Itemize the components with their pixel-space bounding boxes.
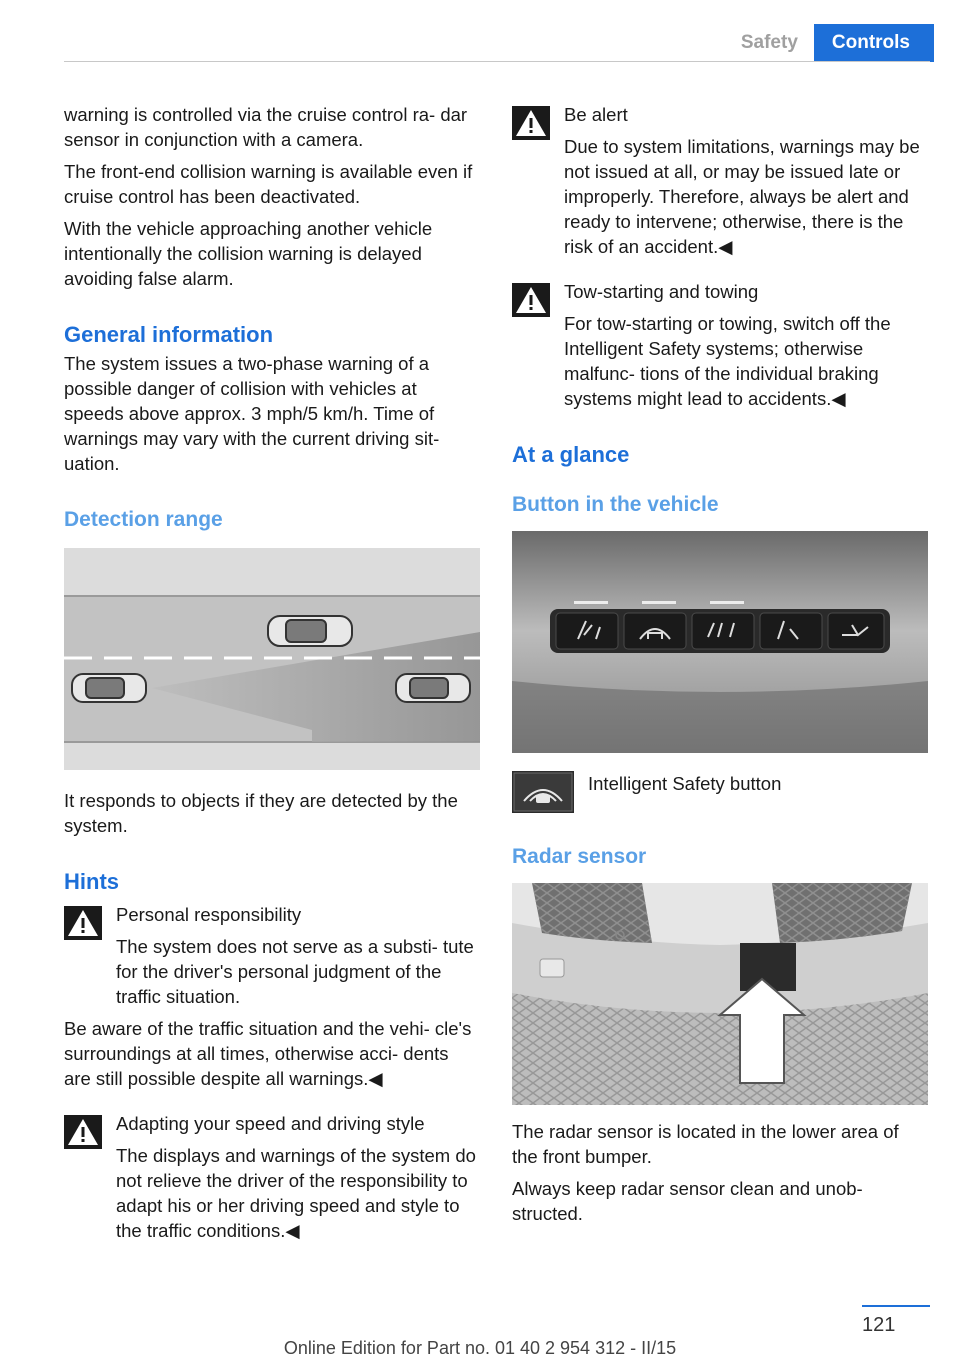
intelligent-safety-legend — [512, 771, 928, 815]
header-rule — [64, 61, 930, 62]
radar-sensor-text-2: Always keep radar sensor clean and unob‐ structed. — [512, 1178, 863, 1224]
warning-text: The system does not serve as a substi‐ tute for the driver's personal judgment of the traffic situation. — [116, 936, 474, 1007]
detection-range-figure — [64, 548, 480, 770]
warning-tow-starting — [512, 279, 928, 411]
edition-footer: Online Edition for Part no. 01 40 2 954 312 - II/15 — [283, 1338, 677, 1358]
warning-text: Due to system limitations, warnings may be not issued at all, or may be issued late or improperly. Therefore, always be alert and ready to intervene; otherwise, there is the risk of an accident.◀ — [564, 136, 920, 257]
at-a-glance-heading: At a glance — [512, 442, 630, 467]
warning-personal-responsibility — [64, 902, 480, 1091]
warning-triangle-icon — [512, 283, 550, 317]
general-info-text: The system issues a two-phase warning of a possible danger of collision with vehicles at speeds above approx. 3 mph/5 km/h. Time of warnings may vary with the current driving sit‐ uation. — [64, 353, 440, 474]
warning-adapting-speed — [64, 1111, 480, 1243]
tab-safety[interactable]: Safety — [740, 32, 798, 53]
intelligent-safety-caption: Intelligent Safety button — [588, 773, 782, 794]
warning-triangle-icon — [64, 906, 102, 940]
warning-triangle-icon — [64, 1115, 102, 1149]
warning-heading: Tow-starting and towing — [564, 281, 759, 302]
intelligent-safety-button-icon — [512, 771, 574, 813]
warning-text: Be aware of the traffic situation and the vehi‐ cle's surroundings at all times, otherwise acci‐ dents are still possible despite all warnings.◀ — [64, 1018, 472, 1089]
warning-heading: Personal responsibility — [116, 904, 302, 925]
general-info-heading: General information — [64, 322, 274, 347]
hints-heading: Hints — [64, 869, 119, 894]
button-in-vehicle-heading: Button in the vehicle — [512, 493, 719, 516]
intro-paragraph-3: With the vehicle approaching another vehicle intentionally the collision warning is delayed avoiding false alarm. — [64, 218, 433, 289]
radar-sensor-text-1: The radar sensor is located in the lower area of the front bumper. — [512, 1121, 899, 1167]
detection-range-heading: Detection range — [64, 508, 223, 531]
intro-paragraph-1: warning is controlled via the cruise control ra‐ dar sensor in conjunction with a camera. — [64, 104, 468, 150]
page-number: 121 — [862, 1314, 896, 1336]
car-own — [72, 674, 146, 702]
radar-sensor-figure — [512, 883, 928, 1105]
warning-text: The displays and warnings of the system do not relieve the driver of the responsibility to adapt his or her driving speed and style to the traffic conditions.◀ — [116, 1145, 476, 1241]
warning-text: For tow-starting or towing, switch off the Intelligent Safety systems; otherwise malfunc‐ tions of the individual braking systems might lead to accidents.◀ — [564, 313, 891, 409]
intro-paragraph-2: The front-end collision warning is available even if cruise control has been deactivated. — [64, 161, 473, 207]
car-ahead — [268, 616, 352, 646]
warning-heading: Adapting your speed and driving style — [116, 1113, 425, 1134]
detection-range-text: It responds to objects if they are detected by the system. — [64, 790, 458, 836]
footer-rule — [862, 1305, 930, 1307]
warning-heading: Be alert — [564, 104, 628, 125]
car-far — [396, 674, 470, 702]
button-panel-figure — [512, 531, 928, 753]
header-tabs — [725, 24, 934, 62]
left-column — [64, 102, 480, 1250]
radar-sensor-heading: Radar sensor — [512, 845, 647, 868]
tab-controls[interactable]: Controls — [814, 24, 934, 62]
right-column — [512, 102, 928, 1233]
warning-be-alert — [512, 102, 928, 259]
warning-triangle-icon — [512, 106, 550, 140]
